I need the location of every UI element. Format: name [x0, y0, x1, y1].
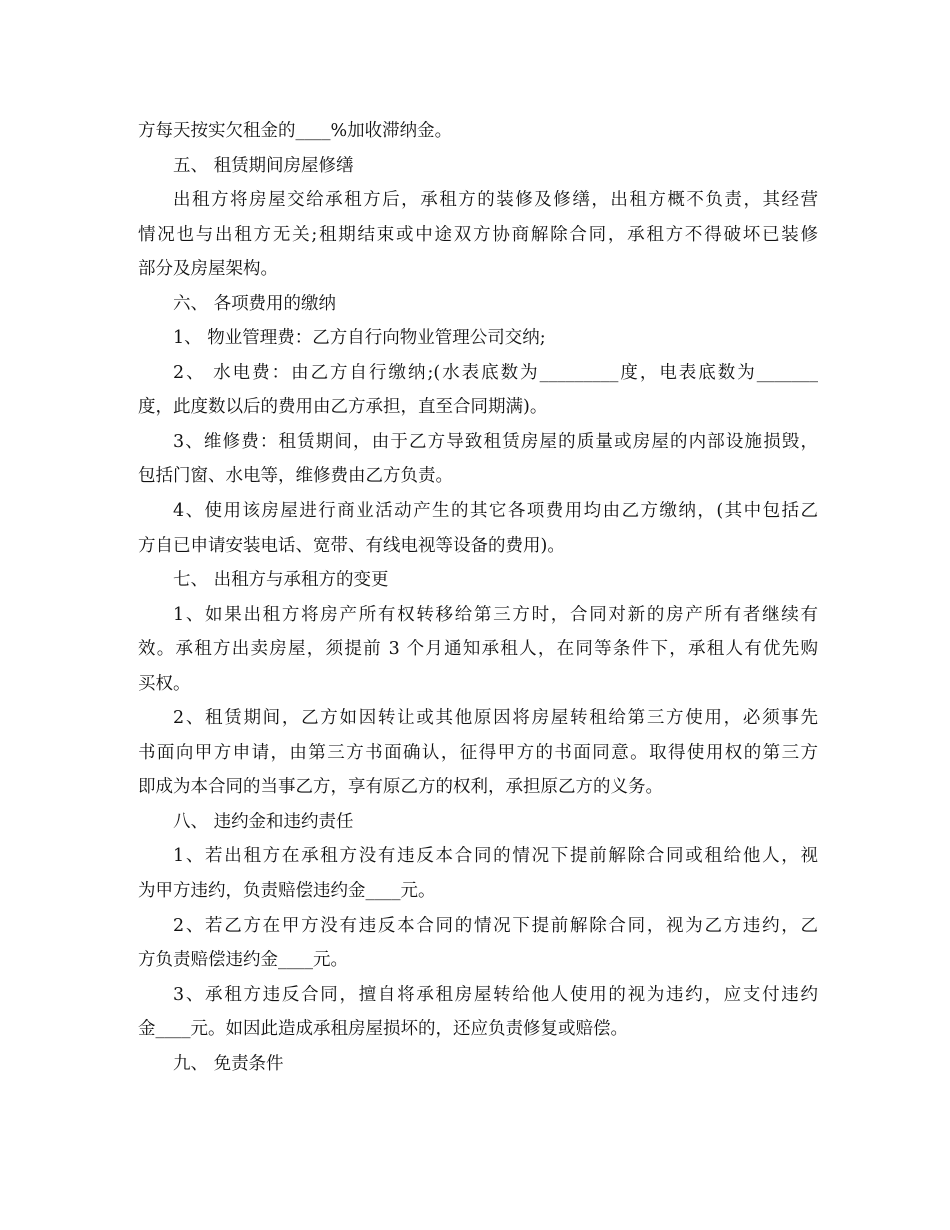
section-heading-7: 七、 出租方与承租方的变更	[173, 570, 389, 591]
text-line: 部分及房屋架构。	[138, 259, 278, 280]
section-heading-6: 六、 各项费用的缴纳	[173, 293, 337, 314]
text-line: 4、使用该房屋进行商业活动产生的其它各项费用均由乙方缴纳，(其中包括乙	[173, 501, 818, 522]
text-line: 方每天按实欠租金的____%加收滞纳金。	[138, 121, 453, 141]
text-line: 买权。	[138, 673, 191, 694]
text-line: 包括门窗、水电等，维修费由乙方负责。	[138, 466, 453, 487]
text-line: 方负责赔偿违约金____元。	[138, 950, 348, 971]
text-line: 2、若乙方在甲方没有违反本合同的情况下提前解除合同，视为乙方违约，乙	[173, 915, 818, 936]
text-line: 1、若出租方在承租方没有违反本合同的情况下提前解除合同或租给他人，视	[173, 846, 818, 867]
section-heading-8: 八、 违约金和违约责任	[173, 811, 354, 832]
text-line: 为甲方违约，负责赔偿违约金____元。	[138, 881, 436, 902]
text-line: 2、 水电费：由乙方自行缴纳;(水表底数为_________度，电表底数为_______	[173, 362, 818, 383]
text-line: 度，此度数以后的费用由乙方承担，直至合同期满)。	[138, 397, 548, 418]
text-line: 2、租赁期间，乙方如因转让或其他原因将房屋转租给第三方使用，必须事先	[173, 708, 818, 729]
text-line: 1、 物业管理费：乙方自行向物业管理公司交纳;	[173, 328, 546, 349]
text-line: 书面向甲方申请，由第三方书面确认，征得甲方的书面同意。取得使用权的第三方	[138, 742, 818, 763]
text-line: 3、维修费：租赁期间，由于乙方导致租赁房屋的质量或房屋的内部设施损毁，	[173, 431, 818, 452]
text-line: 方自已申请安装电话、宽带、有线电视等设备的费用)。	[138, 535, 565, 556]
contract-body	[138, 114, 818, 1081]
text-line: 效。承租方出卖房屋，须提前 3 个月通知承租人，在同等条件下，承租人有优先购	[138, 639, 818, 660]
section-heading-9: 九、 免责条件	[173, 1053, 284, 1074]
text-line: 出租方将房屋交给承租方后，承租方的装修及修缮，出租方概不负责，其经营	[173, 190, 818, 211]
section-heading-5: 五、 租赁期间房屋修缮	[173, 155, 354, 176]
text-line: 3、承租方违反合同，擅自将承租房屋转给他人使用的视为违约，应支付违约	[173, 984, 818, 1005]
text-line: 即成为本合同的当事乙方，享有原乙方的权利，承担原乙方的义务。	[138, 777, 663, 798]
text-line: 1、如果出租方将房产所有权转移给第三方时，合同对新的房产所有者继续有	[173, 604, 818, 625]
text-line: 情况也与出租方无关;租期结束或中途双方协商解除合同，承租方不得破坏已装修	[138, 224, 818, 245]
text-line: 金____元。如因此造成承租房屋损坏的，还应负责修复或赔偿。	[138, 1019, 628, 1040]
